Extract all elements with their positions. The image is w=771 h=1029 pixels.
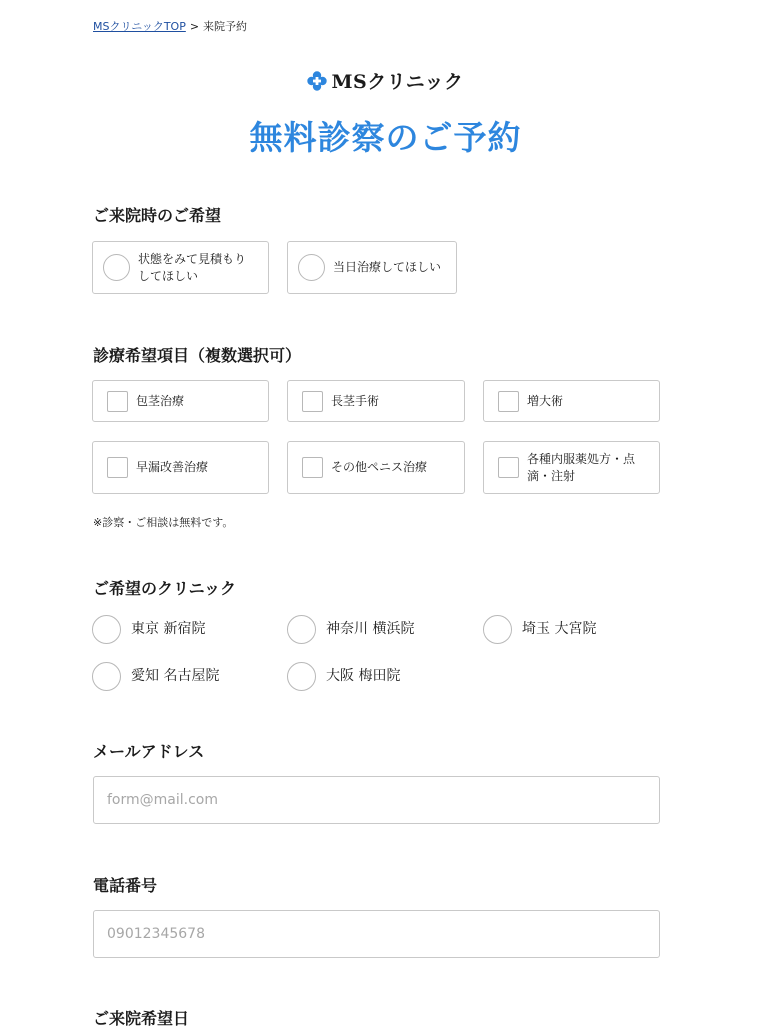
phone-field[interactable] bbox=[93, 910, 660, 958]
free-consultation-note: ※診察・ご相談は無料です。 bbox=[93, 516, 234, 529]
email-heading: メールアドレス bbox=[93, 742, 205, 761]
treatment-items-heading: 診療希望項目（複数選択可） bbox=[93, 346, 302, 365]
clinic-option-label: 大阪 梅田院 bbox=[326, 668, 401, 684]
breadcrumb-current: 来院予約 bbox=[203, 20, 248, 33]
visit-preference-heading: ご来院時のご希望 bbox=[93, 206, 222, 225]
breadcrumb-separator-icon: > bbox=[189, 19, 200, 33]
treatment-option-lengthening[interactable] bbox=[287, 380, 465, 422]
checkbox[interactable] bbox=[498, 391, 519, 412]
phone-heading: 電話番号 bbox=[93, 876, 158, 895]
checkbox[interactable] bbox=[302, 457, 323, 478]
breadcrumb bbox=[93, 18, 247, 34]
treatment-option-label: 早漏改善治療 bbox=[136, 460, 209, 474]
treatment-option-label: 各種内服薬処方・点滴・注射 bbox=[527, 451, 636, 483]
checkbox[interactable] bbox=[302, 391, 323, 412]
page-title: 無料診察のご予約 bbox=[249, 118, 522, 157]
clinic-option-nagoya[interactable] bbox=[92, 662, 219, 691]
clinic-option-label: 神奈川 横浜院 bbox=[326, 621, 415, 637]
treatment-option-label: 包茎治療 bbox=[136, 393, 185, 408]
clinic-option-label: 愛知 名古屋院 bbox=[131, 668, 220, 684]
checkbox[interactable] bbox=[107, 457, 128, 478]
visit-date-heading: ご来院希望日 bbox=[93, 1009, 190, 1028]
radio-button[interactable] bbox=[287, 615, 316, 644]
logo-text: MSクリニック bbox=[331, 71, 464, 93]
visit-option-same-day[interactable] bbox=[287, 241, 457, 294]
treatment-option-label: その他ペニス治療 bbox=[331, 460, 428, 474]
visit-option-label: 当日治療してほしい bbox=[333, 260, 442, 274]
radio-button[interactable] bbox=[103, 254, 130, 281]
clinic-option-label: 埼玉 大宮院 bbox=[522, 621, 597, 637]
radio-button[interactable] bbox=[92, 615, 121, 644]
clinic-option-label: 東京 新宿院 bbox=[131, 621, 206, 637]
visit-option-estimate[interactable] bbox=[92, 241, 269, 294]
clinic-option-yokohama[interactable] bbox=[287, 615, 414, 644]
cross-logo-icon bbox=[307, 71, 327, 91]
radio-button[interactable] bbox=[287, 662, 316, 691]
treatment-option-other[interactable] bbox=[287, 441, 465, 494]
clinic-option-shinjuku[interactable] bbox=[92, 615, 205, 644]
treatment-option-label: 長茎手術 bbox=[331, 393, 380, 408]
checkbox[interactable] bbox=[107, 391, 128, 412]
radio-button[interactable] bbox=[92, 662, 121, 691]
treatment-option-medication[interactable] bbox=[483, 441, 660, 494]
treatment-option-pe[interactable] bbox=[92, 441, 269, 494]
radio-button[interactable] bbox=[298, 254, 325, 281]
radio-button[interactable] bbox=[483, 615, 512, 644]
treatment-option-phimosis[interactable] bbox=[92, 380, 269, 422]
clinic-option-umeda[interactable] bbox=[287, 662, 400, 691]
breadcrumb-home-link[interactable]: MSクリニックTOP bbox=[93, 20, 186, 33]
treatment-option-enlargement[interactable] bbox=[483, 380, 660, 422]
treatment-option-label: 増大術 bbox=[527, 393, 564, 408]
email-field[interactable] bbox=[93, 776, 660, 824]
clinic-heading: ご希望のクリニック bbox=[93, 579, 237, 598]
checkbox[interactable] bbox=[498, 457, 519, 478]
visit-option-label: 状態をみて見積もりしてほしい bbox=[138, 251, 247, 283]
clinic-option-omiya[interactable] bbox=[483, 615, 596, 644]
clinic-logo[interactable] bbox=[0, 67, 771, 94]
